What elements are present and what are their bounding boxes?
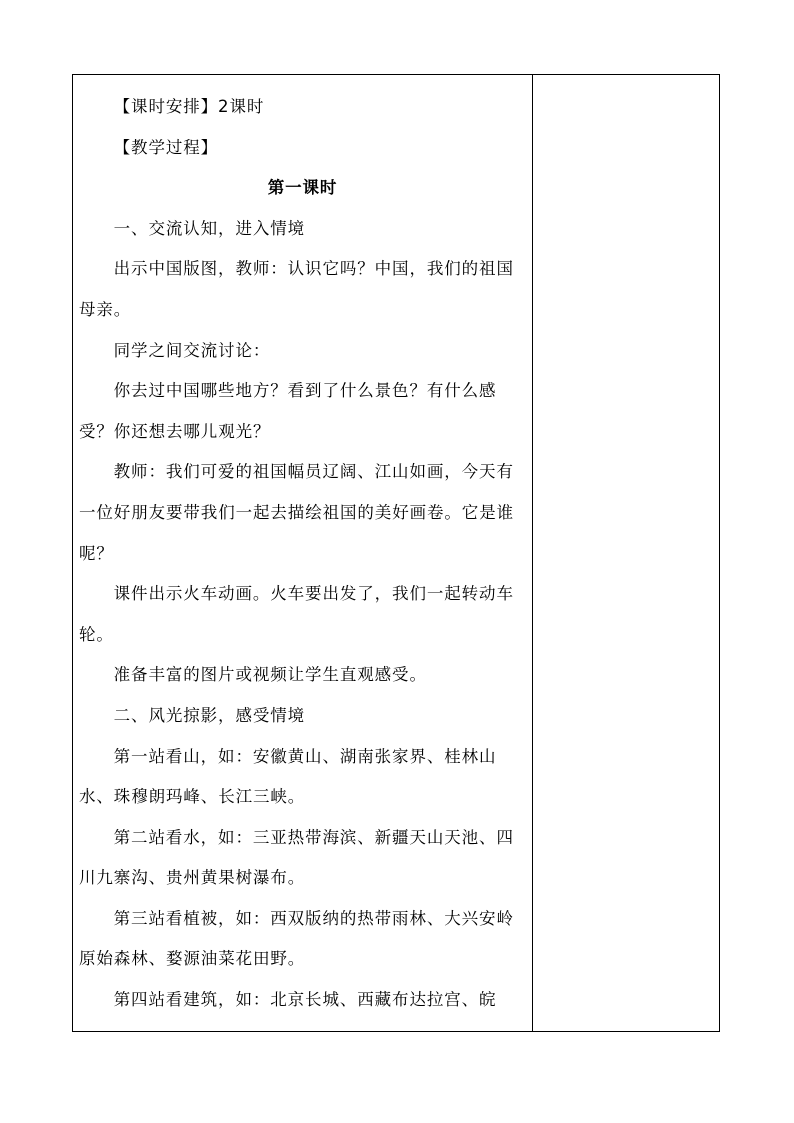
paragraph: 出示中国版图，教师：认识它吗？中国，我们的祖国母亲。 [79, 259, 514, 319]
paragraph: 第四站看建筑，如：北京长城、西藏布达拉宫、皖 [113, 990, 497, 1010]
section-heading-2: 二、风光掠影，感受情境 [113, 705, 306, 725]
paragraph: 你去过中国哪些地方？看到了什么景色？有什么感受？你还想去哪儿观光？ [79, 381, 497, 441]
paragraph: 准备丰富的图片或视频让学生直观感受。 [113, 665, 427, 685]
paragraph: 第一站看山，如：安徽黄山、湖南张家界、桂林山水、珠穆朗玛峰、长江三峡。 [79, 746, 497, 807]
notes-cell [533, 75, 719, 1031]
paragraph: 课件出示火车动画。火车要出发了，我们一起转动车轮。 [79, 584, 514, 644]
section-heading-1: 一、交流认知，进入情境 [113, 218, 306, 238]
process-heading: 【教学过程】 [113, 137, 219, 157]
lesson-title: 第一课时 [267, 178, 338, 198]
lesson-table [72, 74, 720, 1032]
paragraph: 同学之间交流讨论： [113, 340, 271, 360]
paragraph: 第三站看植被，如：西双版纳的热带雨林、大兴安岭原始森林、婺源油菜花田野。 [79, 908, 514, 969]
lesson-content [79, 75, 526, 1021]
schedule-heading: 【课时安排】2课时 [113, 97, 265, 116]
paragraph: 教师：我们可爱的祖国幅员辽阔、江山如画，今天有一位好朋友要带我们一起去描绘祖国的美好画卷。它是谁呢？ [79, 462, 514, 563]
paragraph: 第二站看水，如：三亚热带海滨、新疆天山天池、四川九寨沟、贵州黄果树瀑布。 [79, 827, 514, 888]
lesson-content-cell [73, 75, 533, 1031]
